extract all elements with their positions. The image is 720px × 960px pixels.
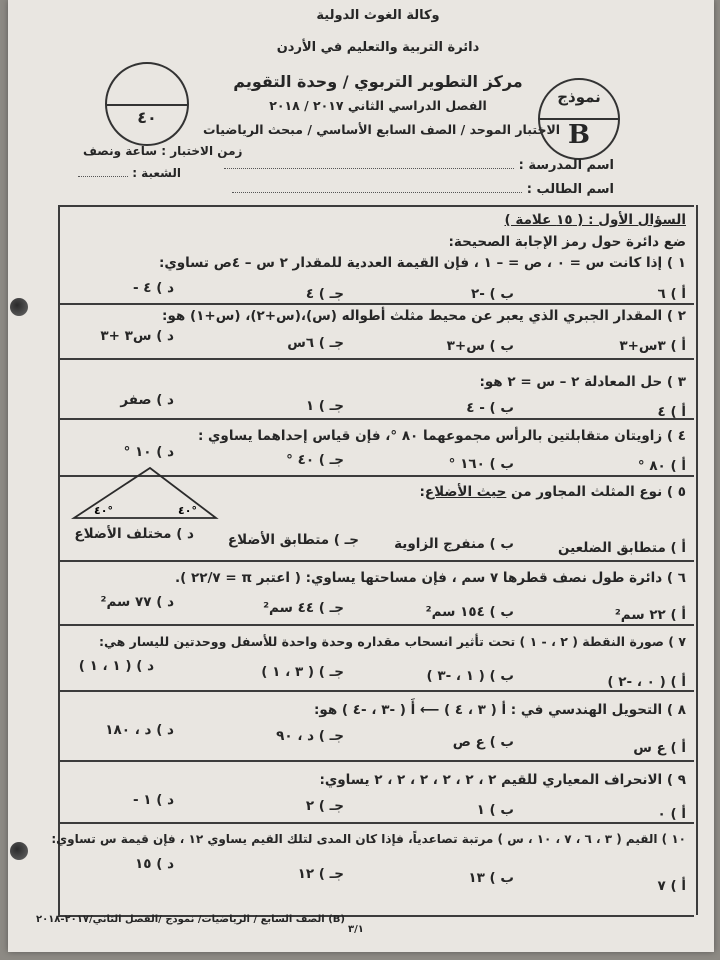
q2-option-b[interactable]: ب ) س+٣: [446, 338, 514, 354]
section-line[interactable]: [78, 176, 128, 177]
punch-hole: [10, 298, 28, 316]
q8-option-c[interactable]: جـ ) د ، ٩٠: [276, 728, 344, 744]
q7-option-d[interactable]: د ) ( ١ ، ١ ): [78, 658, 154, 674]
question-7: ٧ ) صورة النقطة ( ٢ ، - ١ ) تحت تأثير انسحاب مقداره وحدة واحدة للأسفل ووحدتين لليسار هي:: [99, 634, 686, 649]
q9-option-b[interactable]: ب ) ١: [476, 802, 514, 818]
divider: [58, 690, 694, 692]
q1-option-a[interactable]: أ ) ٦: [657, 286, 686, 302]
score-total: ٤٠: [137, 108, 157, 127]
divider: [58, 760, 694, 762]
q6-option-b[interactable]: ب ) ١٥٤ سم²: [425, 604, 514, 620]
school-label: اسم المدرسة :: [518, 158, 614, 173]
center-name: مركز التطوير التربوي / وحدة التقويم: [233, 72, 523, 91]
q5-option-b[interactable]: ب ) منفرج الزاوية: [394, 536, 514, 552]
student-field: [232, 182, 614, 197]
footer-info: (B) الصف السابع / الرياضيات/ نموذج /الفصل الثاني/٢٠١٧-٢٠١٨: [36, 914, 345, 925]
question-9: ٩ ) الانحراف المعياري للقيم ٢ ، ٢ ، ٢ ، ٢ ، ٢ ، ٢ يساوي:: [319, 772, 686, 788]
question-4: ٤ ) زاويتان متقابلتين بالرأس مجموعهما ٨٠ °، فإن قياس إحداهما يساوي :: [197, 428, 686, 444]
q4-option-b[interactable]: ب ) ١٦٠ °: [448, 456, 514, 472]
school-line[interactable]: [224, 168, 514, 169]
q3-option-c[interactable]: جـ ) ١: [305, 398, 344, 414]
q8-option-d[interactable]: د ) د ، ١٨٠: [105, 722, 174, 738]
q5-option-c[interactable]: جـ ) متطابق الأضلاع: [227, 532, 359, 548]
q4-option-c[interactable]: جـ ) ٤٠ °: [286, 452, 344, 468]
q2-option-d[interactable]: د ) س٣ +٣: [100, 328, 174, 344]
q2-option-c[interactable]: جـ ) ٦س: [287, 335, 344, 351]
q8-option-b[interactable]: ب ) ع ص: [452, 734, 514, 750]
q7-option-b[interactable]: ب ) ( ١ ، -٣ ): [426, 668, 514, 684]
divider: [58, 624, 694, 626]
q8-option-a[interactable]: أ ) ع س: [633, 740, 686, 756]
q2-option-a[interactable]: أ ) ٣س+٣: [619, 338, 686, 354]
q10-option-a[interactable]: أ ) ٧: [657, 878, 686, 894]
exam-title: الاختبار الموحد / الصف السابع الأساسي / مبحث الرياضيات: [203, 122, 561, 137]
question-1: ١ ) إذا كانت س = ٠ ، ص = – ١ ، فإن القيمة العددية للمقدار ٢ س – ٤ص تساوي:: [158, 255, 686, 271]
q3-option-b[interactable]: ب ) - ٤: [466, 400, 514, 416]
question-6: ٦ ) دائرة طول نصف قطرها ٧ سم ، فإن مساحتها يساوي: ( اعتبر π = ٢٢/٧ ).: [175, 570, 686, 586]
school-field: [224, 158, 614, 173]
punch-hole: [10, 842, 28, 860]
underlined-phrase: حيث الأضلاع: [424, 484, 507, 500]
divider: [58, 303, 694, 305]
score-box: [105, 62, 189, 146]
question-5: ٥ ) نوع المثلث المجاور من حيث الأضلاع:: [419, 484, 686, 500]
divider: [58, 358, 694, 360]
model-code: B: [568, 120, 590, 150]
q6-option-d[interactable]: د ) ٧٧ سم²: [100, 594, 174, 610]
question-3: ٣ ) حل المعادلة ٢ – س = ٢ هو:: [479, 374, 686, 390]
question-8: ٨ ) التحويل الهندسي في : أ ( ٣ ، ٤ ) ⟵ أَ ( -٣ ، -٤ ) هو:: [314, 702, 686, 718]
triangle-figure: [66, 462, 226, 524]
section-field: [78, 166, 181, 180]
q7-option-c[interactable]: جـ ) ( ٣ ، ١ ): [261, 664, 344, 680]
triangle-angle-right: ٤٠°: [178, 504, 197, 517]
q3-option-d[interactable]: د ) صفر: [120, 392, 174, 408]
student-line[interactable]: [232, 192, 522, 193]
q10-option-c[interactable]: جـ ) ١٢: [297, 866, 344, 882]
agency-name: وكالة الغوث الدولية: [316, 8, 440, 23]
section1-title: السؤال الأول : ( ١٥ علامة ): [504, 212, 686, 228]
q10-option-b[interactable]: ب ) ١٣: [468, 870, 514, 886]
q6-option-a[interactable]: أ ) ٢٢ سم²: [614, 607, 686, 623]
page-number: ٣/١: [348, 924, 364, 935]
question-10: ١٠ ) القيم ( ٣ ، ٦ ، ٧ ، ١٠ ، س ) مرتبة تصاعدياً، فإذا كان المدى لتلك القيم يساوي ١٢ ، فإن قيمة س تساوي:: [51, 832, 686, 846]
q3-option-a[interactable]: أ ) ٤: [657, 404, 686, 420]
q1-option-b[interactable]: ب ) -٢: [471, 286, 514, 302]
q10-option-d[interactable]: د ) ١٥: [135, 856, 174, 872]
q5-option-d[interactable]: د ) مختلف الأضلاع: [74, 526, 194, 542]
q9-option-c[interactable]: جـ ) ٢: [305, 798, 344, 814]
exam-paper: [8, 0, 714, 952]
student-label: اسم الطالب :: [526, 182, 614, 197]
q1-option-d[interactable]: د ) ٤ -: [132, 280, 174, 296]
q4-option-d[interactable]: د ) ١٠ °: [123, 444, 174, 460]
q9-option-a[interactable]: أ ) ٠: [657, 806, 686, 822]
q7-option-a[interactable]: أ ) ( ٠ ، -٢ ): [607, 674, 686, 690]
q5-option-a[interactable]: أ ) متطابق الضلعين: [557, 540, 686, 556]
q9-option-d[interactable]: د ) ١ -: [132, 792, 174, 808]
divider: [58, 560, 694, 562]
divider: [58, 418, 694, 420]
semester: الفصل الدراسي الثاني ٢٠١٧ / ٢٠١٨: [269, 98, 487, 113]
q4-option-a[interactable]: أ ) ٨٠ °: [637, 458, 686, 474]
time-field: زمن الاختبار : ساعة ونصف: [83, 144, 243, 158]
model-label: نموذج: [557, 88, 601, 106]
section1-instruction: ضع دائرة حول رمز الإجابة الصحيحة:: [448, 234, 686, 250]
model-box: [538, 78, 620, 160]
section-label: الشعبة :: [132, 166, 181, 180]
divider: [58, 822, 694, 824]
department-name: دائرة التربية والتعليم في الأردن: [276, 40, 480, 55]
question-2: ٢ ) المقدار الجبري الذي يعبر عن محيط مثلث أطواله (س)،(س+٢)، (س+١) هو:: [162, 308, 686, 324]
triangle-angle-left: ٤٠°: [94, 504, 113, 517]
q1-option-c[interactable]: جـ ) ٤: [305, 286, 344, 302]
q6-option-c[interactable]: جـ ) ٤٤ سم²: [263, 600, 344, 616]
